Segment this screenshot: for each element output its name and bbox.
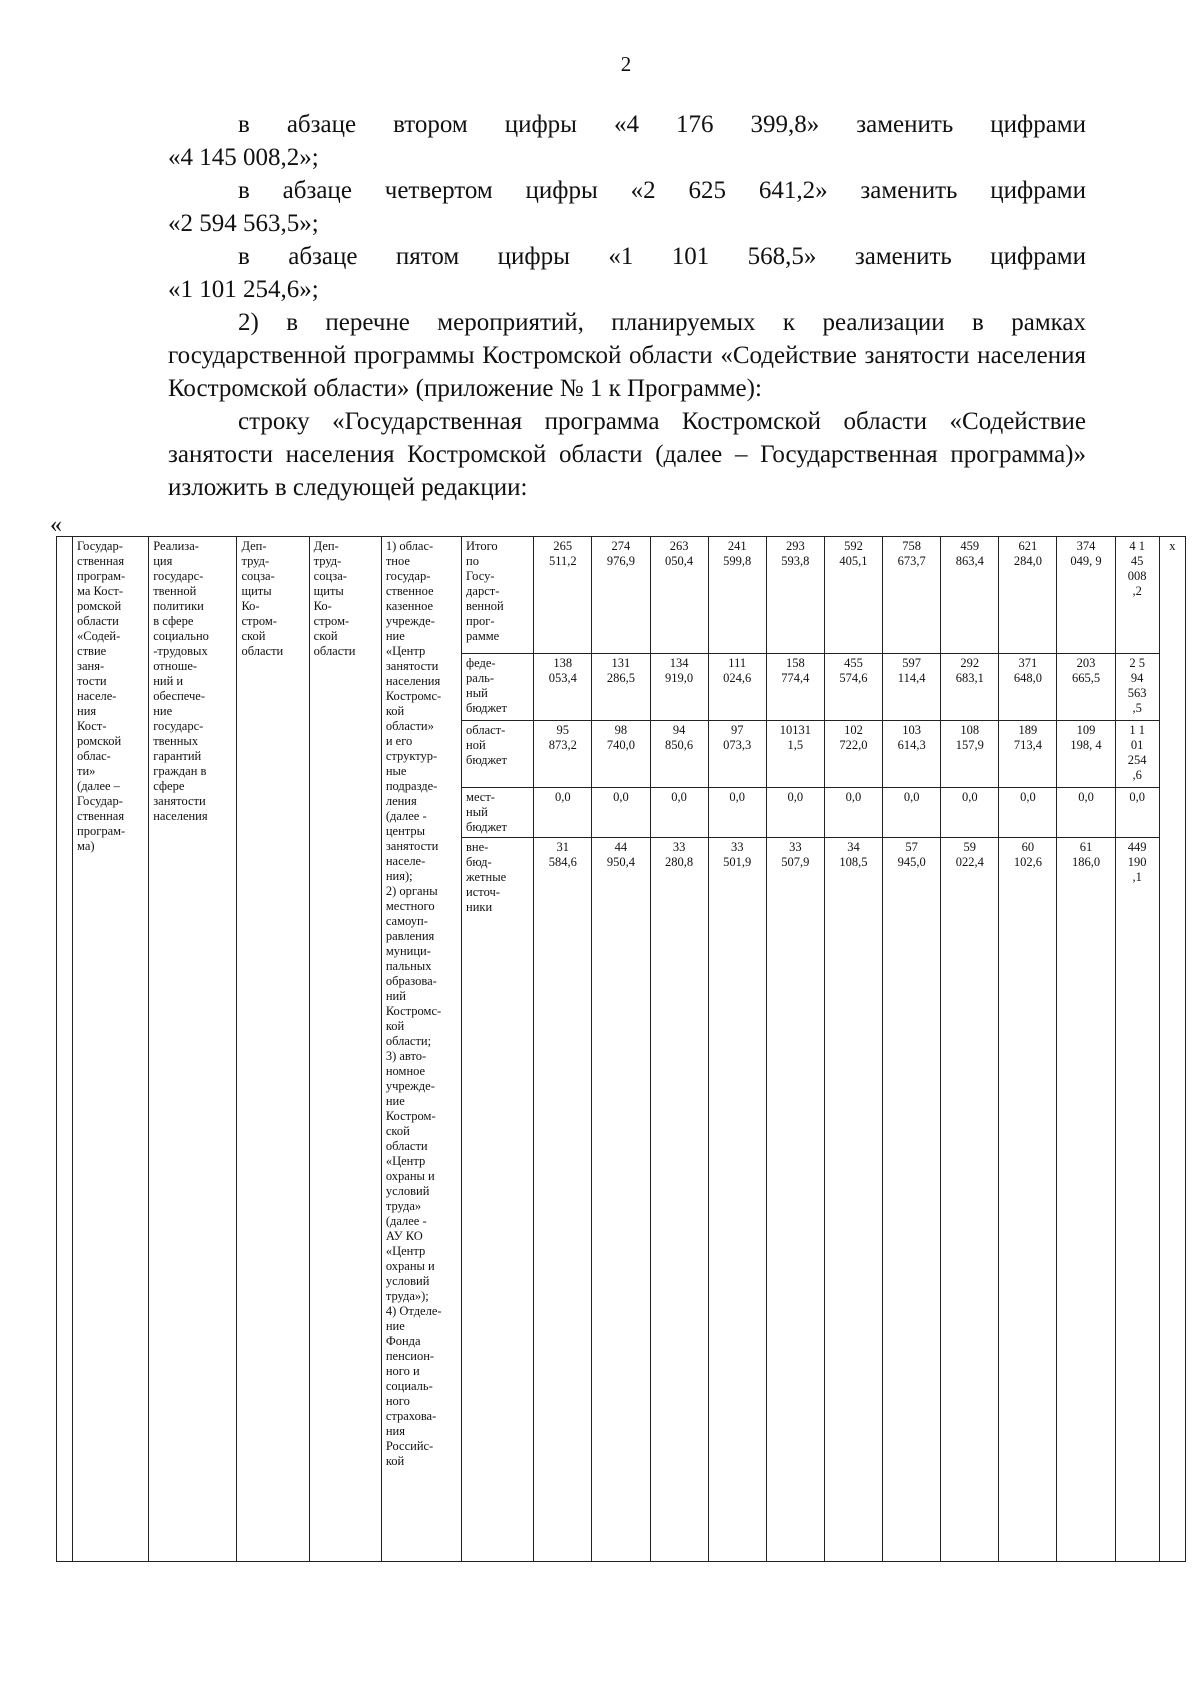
year-value-cell: 592 405,1 [824, 537, 882, 654]
year-value-cell: 0,0 [650, 788, 708, 838]
year-value-cell: 10131 1,5 [766, 721, 824, 788]
year-value-cell: 33 280,8 [650, 838, 708, 1562]
funding-source-cell: вне- бюд- жетные источ- ники [462, 838, 534, 1562]
year-value-cell: 94 850,6 [650, 721, 708, 788]
year-value-cell: 292 683,1 [941, 654, 999, 721]
indicator-cell: х [1159, 537, 1185, 1562]
year-value-cell: 57 945,0 [883, 838, 941, 1562]
table-row-total [57, 537, 1186, 654]
paragraph-5: строку «Государственная программа Костромской области «Содействие занятости населения Костромской области (далее – Государственная программа)» изложить в следующей редакции: [168, 408, 1086, 501]
year-value-cell: 97 073,3 [708, 721, 766, 788]
year-value-cell: 455 574,6 [824, 654, 882, 721]
total-value-cell: 4 1 45 008 ,2 [1115, 537, 1159, 654]
year-value-cell: 102 722,0 [824, 721, 882, 788]
row-number-cell [57, 537, 73, 1562]
year-value-cell: 0,0 [766, 788, 824, 838]
page-number: 2 [620, 52, 632, 76]
total-value-cell: 1 1 01 254 ,6 [1115, 721, 1159, 788]
year-value-cell: 131 286,5 [592, 654, 650, 721]
program-goal-cell: Реализа- ция государс- твенной политики в сфере социально -трудовых отноше- ний и обеспече- ние государс- твенных гарантий граждан в сфере занятости населения [149, 537, 237, 1562]
year-value-cell: 621 284,0 [999, 537, 1057, 654]
funding-source-cell: мест- ный бюджет [462, 788, 534, 838]
year-value-cell: 31 584,6 [534, 838, 592, 1562]
year-value-cell: 33 501,9 [708, 838, 766, 1562]
year-value-cell: 459 863,4 [941, 537, 999, 654]
year-value-cell: 158 774,4 [766, 654, 824, 721]
year-value-cell: 34 108,5 [824, 838, 882, 1562]
year-value-cell: 108 157,9 [941, 721, 999, 788]
year-value-cell: 274 976,9 [592, 537, 650, 654]
year-value-cell: 374 049, 9 [1057, 537, 1115, 654]
co-executors-cell: 1) облас- тное государ- ственное казенное учрежде- ние «Центр занятости населения Костромс- кой области» и его структур- ные подразде- ления (далее - центры занятости населе- ния); 2) органы местного самоуп- равления муници- пальных образова- ний Костромс- кой области; 3) авто- номное учрежде- ние Костром- ской области «Центр охраны и условий труда» (далее - АУ КО «Центр охраны и условий труда»); 4) Отделе- ние Фонда пенсион- ного и социаль- ного страхова- ния Российс- кой [381, 537, 461, 1562]
opening-quote-mark: « [50, 512, 62, 538]
year-value-cell: 0,0 [592, 788, 650, 838]
paragraph-4: 2) в перечне мероприятий, планируемых к реализации в рамках государственной программы Костромской области «Содействие занятости населения Костромской области» (приложение № 1 к Программе): [168, 309, 1086, 402]
year-value-cell: 758 673,7 [883, 537, 941, 654]
amendment-text [168, 108, 1086, 504]
responsible-executor-cell: Деп- труд- соцза- щиты Ко- стром- ской области [237, 537, 309, 1562]
year-value-cell: 60 102,6 [999, 838, 1057, 1562]
year-value-cell: 109 198, 4 [1057, 721, 1115, 788]
year-value-cell: 265 511,2 [534, 537, 592, 654]
paragraph-2-line-2: «2 594 563,5»; [168, 210, 319, 237]
year-value-cell: 0,0 [534, 788, 592, 838]
year-value-cell: 111 024,6 [708, 654, 766, 721]
year-value-cell: 371 648,0 [999, 654, 1057, 721]
year-value-cell: 0,0 [1057, 788, 1115, 838]
paragraph-3-line-1: в абзаце пятом цифры «1 101 568,5» заменить цифрами [238, 243, 1086, 270]
year-value-cell: 0,0 [941, 788, 999, 838]
paragraph-2-line-1: в абзаце четвертом цифры «2 625 641,2» заменить цифрами [238, 177, 1086, 204]
year-value-cell: 61 186,0 [1057, 838, 1115, 1562]
year-value-cell: 263 050,4 [650, 537, 708, 654]
chief-administrator-cell: Деп- труд- соцза- щиты Ко- стром- ской области [309, 537, 381, 1562]
year-value-cell: 241 599,8 [708, 537, 766, 654]
year-value-cell: 138 053,4 [534, 654, 592, 721]
year-value-cell: 189 713,4 [999, 721, 1057, 788]
paragraph-1-line-2: «4 145 008,2»; [168, 144, 319, 171]
total-value-cell: 2 5 94 563 ,5 [1115, 654, 1159, 721]
total-value-cell: 0,0 [1115, 788, 1159, 838]
year-value-cell: 44 950,4 [592, 838, 650, 1562]
year-value-cell: 103 614,3 [883, 721, 941, 788]
year-value-cell: 98 740,0 [592, 721, 650, 788]
year-value-cell: 203 665,5 [1057, 654, 1115, 721]
year-value-cell: 597 114,4 [883, 654, 941, 721]
year-value-cell: 95 873,2 [534, 721, 592, 788]
funding-source-cell: Итого по Госу- дарст- венной прог- рамме [462, 537, 534, 654]
year-value-cell: 134 919,0 [650, 654, 708, 721]
funding-source-cell: област- ной бюджет [462, 721, 534, 788]
year-value-cell: 0,0 [999, 788, 1057, 838]
paragraph-1-line-1: в абзаце втором цифры «4 176 399,8» заменить цифрами [238, 111, 1086, 138]
year-value-cell: 59 022,4 [941, 838, 999, 1562]
program-funding-table [56, 536, 1186, 1562]
funding-source-cell: феде- раль- ный бюджет [462, 654, 534, 721]
year-value-cell: 0,0 [883, 788, 941, 838]
total-value-cell: 449 190 ,1 [1115, 838, 1159, 1562]
program-name-cell: Государ- ственная програм- ма Кост- ромской области «Содей- ствие заня- тости населе- ния Кост- ромской облас- ти» (далее – Государ- ственная програм- ма) [73, 537, 149, 1562]
paragraph-3-line-2: «1 101 254,6»; [168, 276, 319, 303]
year-value-cell: 33 507,9 [766, 838, 824, 1562]
year-value-cell: 0,0 [824, 788, 882, 838]
year-value-cell: 293 593,8 [766, 537, 824, 654]
year-value-cell: 0,0 [708, 788, 766, 838]
